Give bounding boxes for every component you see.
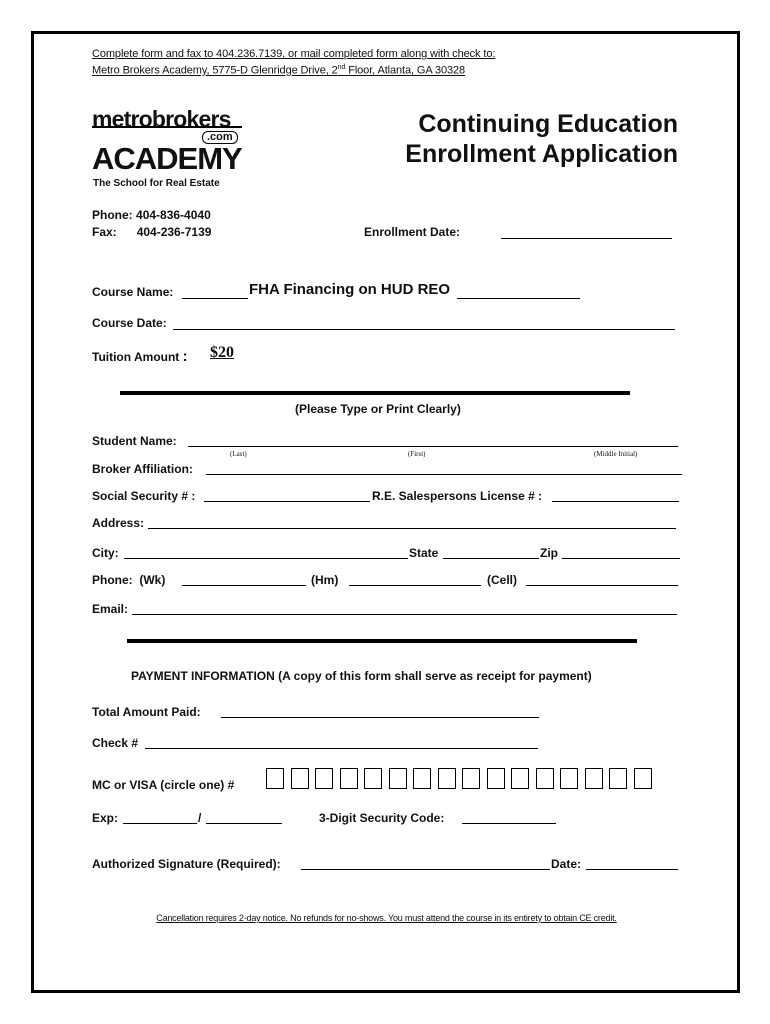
cancellation-policy-note: Cancellation requires 2-day notice. No refunds for no-shows. You must attend the course in its entirety to obtain CE credit.: [156, 913, 617, 923]
enrollment-date-field[interactable]: [501, 238, 672, 239]
logo-metrobrokers-text: metrobrokers: [92, 106, 231, 132]
course-name-value: FHA Financing on HUD REO: [249, 281, 451, 298]
exp-month-field[interactable]: [123, 823, 197, 824]
student-name-last-caption: (Last): [230, 450, 247, 458]
student-name-middle-caption: (Middle Initial): [594, 450, 638, 458]
email-field[interactable]: [132, 614, 677, 615]
card-digit-box[interactable]: [487, 768, 505, 789]
phone-cell-label: (Cell): [487, 573, 517, 587]
student-name-first-caption: (First): [408, 450, 426, 458]
phone-work-field[interactable]: [182, 585, 306, 586]
zip-label: Zip: [540, 546, 558, 560]
security-code-label: 3-Digit Security Code:: [319, 811, 445, 825]
page-title-line1: Continuing Education: [418, 110, 678, 138]
state-field[interactable]: [443, 558, 539, 559]
logo-com-badge: .com: [202, 131, 238, 144]
check-number-label: Check #: [92, 736, 139, 750]
card-digit-box[interactable]: [364, 768, 382, 789]
print-clearly-note: (Please Type or Print Clearly): [295, 402, 461, 416]
card-digit-box[interactable]: [462, 768, 480, 789]
enrollment-date-label: Enrollment Date:: [364, 225, 461, 239]
state-label: State: [409, 546, 439, 560]
section-divider-top: [120, 391, 630, 395]
card-digit-box[interactable]: [291, 768, 309, 789]
phone-home-label: (Hm): [311, 573, 339, 587]
signature-date-label: Date:: [551, 857, 582, 871]
city-label: City:: [92, 546, 119, 560]
address-field[interactable]: [148, 528, 676, 529]
course-name-field-right[interactable]: [457, 298, 580, 299]
logo-academy-text: ACADEMY: [92, 141, 242, 176]
card-digit-box[interactable]: [511, 768, 529, 789]
card-digit-box[interactable]: [340, 768, 358, 789]
phone-label: Phone: (Wk): [92, 573, 166, 587]
student-name-field[interactable]: [188, 446, 678, 447]
total-paid-field[interactable]: [221, 717, 539, 718]
check-number-field[interactable]: [145, 748, 538, 749]
card-digit-box[interactable]: [266, 768, 284, 789]
card-digit-box[interactable]: [438, 768, 456, 789]
header-instructions-line2: Metro Brokers Academy, 5775-D Glenridge Drive, 2nd Floor, Atlanta, GA 30328: [92, 64, 466, 77]
student-name-label: Student Name:: [92, 434, 177, 448]
enrollment-form-page: [31, 31, 740, 993]
email-label: Email:: [92, 602, 129, 616]
header-instructions-line1: Complete form and fax to 404.236.7139, or mail completed form along with check to:: [92, 48, 496, 60]
tuition-value: $20: [210, 344, 234, 361]
card-digit-box[interactable]: [585, 768, 603, 789]
contact-fax: Fax: 404-236-7139: [92, 225, 212, 239]
course-date-label: Course Date:: [92, 316, 167, 330]
total-paid-label: Total Amount Paid:: [92, 705, 201, 719]
card-digit-box[interactable]: [609, 768, 627, 789]
section-divider-bottom: [127, 639, 637, 643]
address-label: Address:: [92, 516, 145, 530]
card-digit-box[interactable]: [634, 768, 652, 789]
card-digit-box[interactable]: [560, 768, 578, 789]
zip-field[interactable]: [562, 558, 680, 559]
security-code-field[interactable]: [462, 823, 556, 824]
ssn-label: Social Security # :: [92, 489, 196, 503]
phone-home-field[interactable]: [349, 585, 481, 586]
course-name-field-left[interactable]: [182, 298, 248, 299]
broker-affiliation-field[interactable]: [206, 474, 682, 475]
broker-affiliation-label: Broker Affiliation:: [92, 462, 193, 476]
logo-underline: [92, 126, 242, 128]
card-number-label: MC or VISA (circle one) #: [92, 778, 235, 792]
metrobrokers-academy-logo: [92, 106, 247, 188]
contact-phone: Phone: 404-836-4040: [92, 208, 211, 222]
course-date-field[interactable]: [173, 329, 675, 330]
signature-field[interactable]: [301, 869, 550, 870]
logo-tagline: The School for Real Estate: [93, 178, 220, 189]
card-digit-box[interactable]: [536, 768, 554, 789]
exp-label: Exp:: [92, 811, 119, 825]
city-field[interactable]: [124, 558, 408, 559]
signature-label: Authorized Signature (Required):: [92, 857, 281, 871]
signature-date-field[interactable]: [586, 869, 678, 870]
page-title-line2: Enrollment Application: [405, 140, 678, 168]
ssn-field[interactable]: [204, 501, 370, 502]
card-digit-box[interactable]: [389, 768, 407, 789]
course-name-label: Course Name:: [92, 285, 174, 299]
card-digit-box[interactable]: [315, 768, 333, 789]
phone-cell-field[interactable]: [526, 585, 678, 586]
exp-year-field[interactable]: [206, 823, 282, 824]
card-number-boxes: [266, 768, 656, 790]
card-digit-box[interactable]: [413, 768, 431, 789]
license-label: R.E. Salespersons License # :: [372, 489, 543, 503]
payment-heading: PAYMENT INFORMATION (A copy of this form shall serve as receipt for payment): [131, 669, 592, 683]
license-field[interactable]: [552, 501, 679, 502]
tuition-label: Tuition Amount :: [92, 348, 188, 365]
exp-slash: /: [198, 811, 202, 825]
